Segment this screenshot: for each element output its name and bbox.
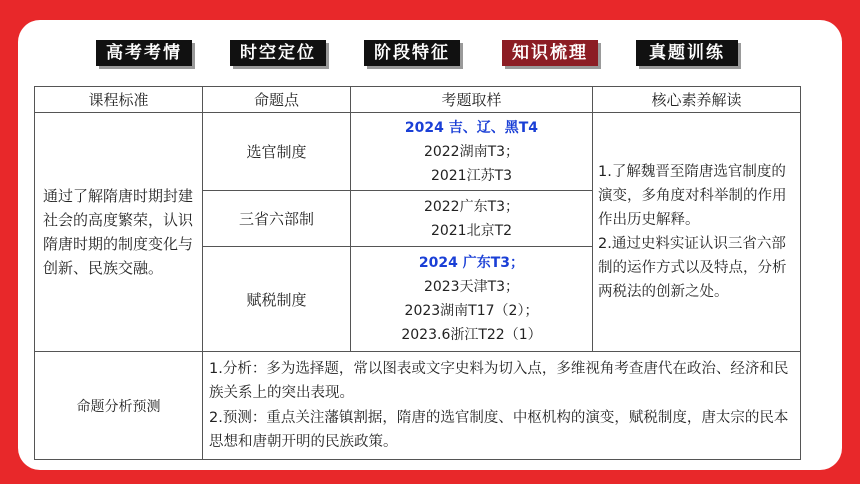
examples-cell — [351, 113, 593, 191]
knowledge-table — [34, 86, 801, 460]
core-literacy-item: 2.通过史料实证认识三省六部制的运作方式以及特点，分析两税法的创新之处。 — [598, 236, 787, 300]
core-literacy-cell — [593, 113, 801, 352]
example-item: 2021北京T2 — [430, 222, 513, 239]
example-item: 2023湖南T17（2）； — [404, 303, 539, 319]
analysis-item: 2.预测：重点关注藩镇割据，隋唐的选官制度、中枢机构的演变，赋税制度，唐太宗的民本思想和唐朝开明的民族政策。 — [209, 409, 789, 450]
header-core-literacy: 核心素养解读 — [593, 87, 801, 113]
topic-cell: 选官制度 — [203, 113, 351, 191]
examples-cell — [351, 191, 593, 247]
core-literacy-item: 1.了解魏晋至隋唐选官制度的演变，多角度对科举制的作用作出历史解释。 — [598, 164, 787, 228]
tab-time-space[interactable]: 时空定位 — [230, 40, 326, 66]
example-item: 2023.6浙江T22（1） — [401, 327, 542, 343]
header-examples: 考题取样 — [351, 87, 593, 113]
example-item: 2022湖南T3； — [423, 143, 520, 160]
examples-cell — [351, 247, 593, 352]
header-standard: 课程标准 — [35, 87, 203, 113]
course-standard-cell — [35, 113, 203, 352]
table-header-row — [35, 87, 801, 113]
table-row — [35, 113, 801, 191]
tab-exam-practice[interactable]: 真题训练 — [636, 40, 738, 66]
topic-cell: 赋税制度 — [203, 247, 351, 352]
analysis-label-cell: 命题分析预测 — [35, 352, 203, 460]
example-item: 2021江苏T3 — [430, 167, 513, 184]
example-item: 2022广东T3； — [423, 198, 520, 215]
example-item: 2024 广东T3； — [418, 255, 525, 271]
tab-exam-trends[interactable]: 高考考情 — [96, 40, 192, 66]
header-topic: 命题点 — [203, 87, 351, 113]
example-item: 2024 吉、辽、黑T4 — [404, 119, 539, 136]
course-standard-text: 通过了解隋唐时期封建社会的高度繁荣，认识隋唐时期的制度变化与创新、民族交融。 — [43, 187, 194, 277]
analysis-item: 1.分析：多为选择题，常以图表或文字史料为切入点，多维视角考查唐代在政治、经济和民族关系上的突出表现。 — [209, 360, 789, 401]
example-item: 2023天津T3； — [423, 279, 520, 295]
topic-cell: 三省六部制 — [203, 191, 351, 247]
section-tabs — [96, 40, 756, 66]
tab-knowledge-review[interactable]: 知识梳理 — [502, 40, 598, 66]
table-row — [35, 352, 801, 460]
analysis-cell — [203, 352, 801, 460]
tab-stage-features[interactable]: 阶段特征 — [364, 40, 460, 66]
